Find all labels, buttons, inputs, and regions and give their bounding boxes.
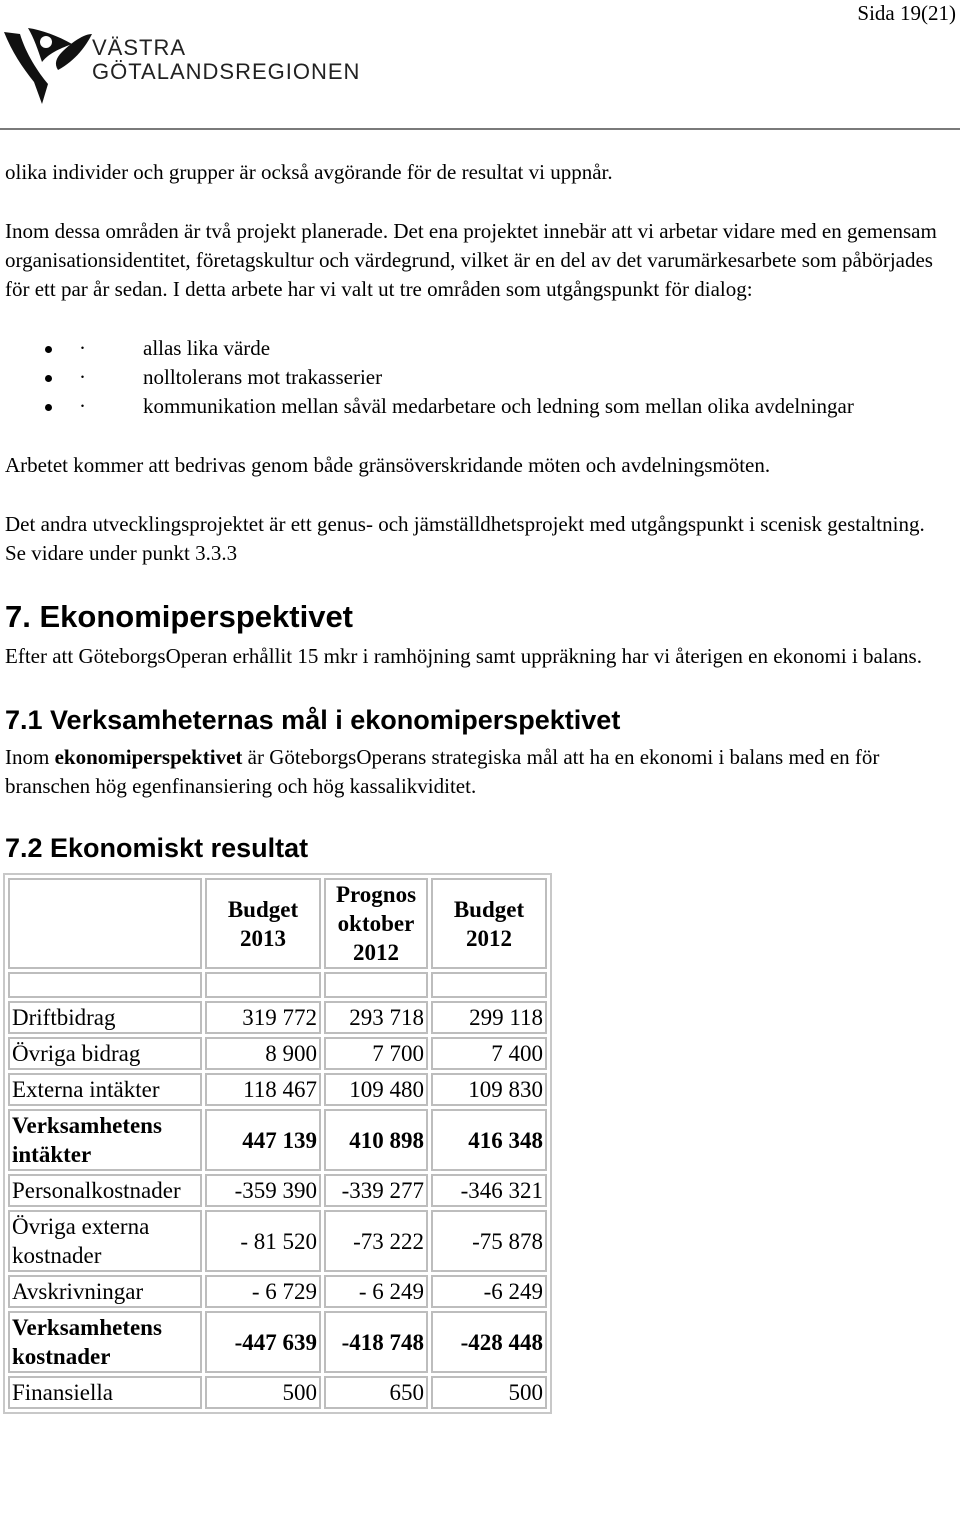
value-cell: -339 277 [324, 1174, 428, 1207]
table-header-cell: Budget 2013 [205, 878, 321, 969]
value-cell: -428 448 [431, 1311, 547, 1373]
list-item-text: nolltolerans mot trakasserier [143, 365, 383, 389]
value-cell: 109 480 [324, 1073, 428, 1106]
table-row [8, 1275, 547, 1308]
table-header-row [8, 878, 547, 969]
value-cell: 118 467 [205, 1073, 321, 1106]
table-row [8, 1210, 547, 1272]
table-row [8, 1109, 547, 1171]
value-cell: 7 400 [431, 1037, 547, 1070]
table-row [8, 1073, 547, 1106]
value-cell: 500 [205, 1376, 321, 1409]
economic-result-table [3, 873, 552, 1414]
value-cell: -418 748 [324, 1311, 428, 1373]
value-cell: - 6 249 [324, 1275, 428, 1308]
section-heading-7: 7. Ekonomiperspektivet [5, 599, 354, 634]
value-cell: -75 878 [431, 1210, 547, 1272]
table-row [8, 1376, 547, 1409]
document-body [5, 158, 950, 1414]
value-cell: -447 639 [205, 1311, 321, 1373]
value-cell: - 81 520 [205, 1210, 321, 1272]
table-cell [205, 972, 321, 998]
list-item-text: allas lika värde [143, 336, 271, 360]
value-cell: 500 [431, 1376, 547, 1409]
table-header-cell [8, 878, 202, 969]
table-spacer-row [8, 972, 547, 998]
page-number: Sida 19(21) [857, 1, 956, 25]
paragraph-6-start: Inom [5, 745, 55, 769]
table-cell [8, 972, 202, 998]
header-divider [0, 128, 960, 130]
table-body [8, 1001, 547, 1409]
bullet-icon [45, 346, 52, 353]
dialog-areas-list [5, 334, 950, 421]
section-heading-7-1: 7.1 Verksamheternas mål i ekonomiperspektivet [5, 705, 621, 735]
row-label-cell: Övriga bidrag [8, 1037, 202, 1070]
paragraph-5: Efter att GöteborgsOperan erhållit 15 mkr i ramhöjning samt uppräkning har vi återigen en ekonomi i balans. [5, 644, 922, 668]
paragraph-6-emphasis: ekonomiperspektivet [54, 745, 243, 769]
row-label-cell: Verksamhetens intäkter [8, 1109, 202, 1171]
row-label-cell: Avskrivningar [8, 1275, 202, 1308]
paragraph-1: olika individer och grupper är också avgörande för de resultat vi uppnår. [5, 160, 613, 184]
value-cell: -359 390 [205, 1174, 321, 1207]
value-cell: 7 700 [324, 1037, 428, 1070]
paragraph-2: Inom dessa områden är två projekt planerade. Det ena projektet innebär att vi arbetar vidare med en gemensam organisationsidentitet, företagskultur och värdegrund, vilket är en del av det varumärkesarbete som påbörjades för ett par år sedan. I detta arbete har vi valt ut tre områden som utgångspunkt för dialog: [5, 219, 937, 301]
list-item [5, 363, 950, 392]
value-cell: -6 249 [431, 1275, 547, 1308]
row-label-cell: Personalkostnader [8, 1174, 202, 1207]
value-cell: 319 772 [205, 1001, 321, 1034]
logo-wordmark [92, 36, 360, 84]
value-cell: 109 830 [431, 1073, 547, 1106]
logo-line-2: GÖTALANDSREGIONEN [92, 59, 361, 84]
row-label-cell: Externa intäkter [8, 1073, 202, 1106]
value-cell: - 6 729 [205, 1275, 321, 1308]
table-header-cell: Budget 2012 [431, 878, 547, 969]
row-label-cell: Driftbidrag [8, 1001, 202, 1034]
vastra-gotalandsregionen-logo [2, 22, 392, 108]
value-cell: 293 718 [324, 1001, 428, 1034]
value-cell: 650 [324, 1376, 428, 1409]
table-row [8, 1174, 547, 1207]
value-cell: 410 898 [324, 1109, 428, 1171]
list-marker: · [79, 394, 86, 418]
paragraph-4: Det andra utvecklingsprojektet är ett genus- och jämställdhetsprojekt med utgångspunkt i scenisk gestaltning. Se vidare under punkt 3.3.3 [5, 512, 925, 565]
bullet-icon [45, 375, 52, 382]
table-header-cell: Prognos oktober 2012 [324, 878, 428, 969]
value-cell: 299 118 [431, 1001, 547, 1034]
value-cell: 8 900 [205, 1037, 321, 1070]
paragraph-6-end: är GöteborgsOperans strategiska mål att ha en ekonomi i balans med en för branschen hög egenfinansiering och hög kassalikviditet. [5, 745, 880, 798]
value-cell: -73 222 [324, 1210, 428, 1272]
bullet-icon [45, 404, 52, 411]
section-heading-7-2: 7.2 Ekonomiskt resultat [5, 833, 309, 863]
paragraph-6 [5, 743, 950, 801]
list-item [5, 392, 950, 421]
table-cell [431, 972, 547, 998]
region-emblem-icon [2, 22, 92, 108]
row-label-cell: Övriga externa kostnader [8, 1210, 202, 1272]
table-row [8, 1001, 547, 1034]
logo-line-1: VÄSTRA [92, 35, 187, 60]
list-marker: · [79, 336, 86, 360]
list-item-text: kommunikation mellan såväl medarbetare och ledning som mellan olika avdelningar [143, 394, 854, 418]
table-row [8, 1037, 547, 1070]
row-label-cell: Verksamhetens kostnader [8, 1311, 202, 1373]
list-item [5, 334, 950, 363]
table-cell [324, 972, 428, 998]
value-cell: 447 139 [205, 1109, 321, 1171]
value-cell: 416 348 [431, 1109, 547, 1171]
paragraph-3: Arbetet kommer att bedrivas genom både gränsöverskridande möten och avdelningsmöten. [5, 453, 771, 477]
row-label-cell: Finansiella [8, 1376, 202, 1409]
table-row [8, 1311, 547, 1373]
value-cell: -346 321 [431, 1174, 547, 1207]
list-marker: · [79, 365, 86, 389]
